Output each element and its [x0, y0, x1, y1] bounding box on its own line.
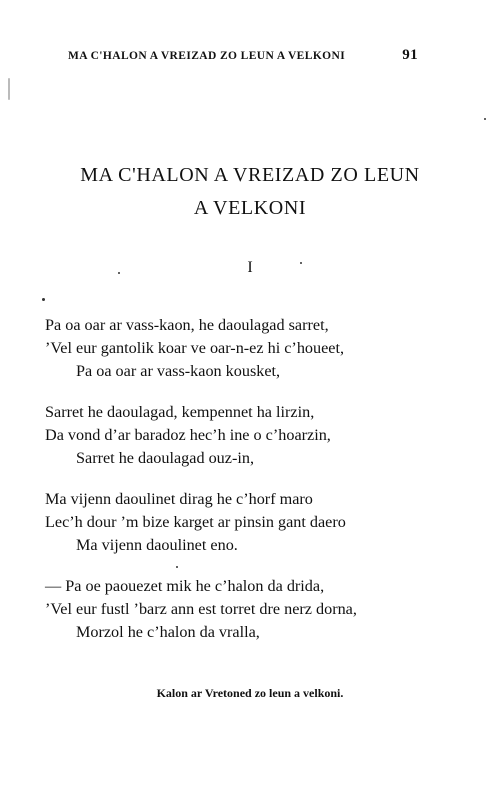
verse-line-refrain: Sarret he daoulagad ouz-in,: [76, 449, 254, 467]
scan-speck: [118, 272, 120, 274]
verse-line-refrain: Pa oa oar ar vass-kaon kousket,: [76, 362, 281, 380]
poem-body: [45, 314, 357, 662]
scan-speck: [8, 78, 10, 100]
verse-line: Sarret he daoulagad, kempennet ha lirzin,: [45, 403, 315, 421]
page-number: 91: [402, 47, 418, 63]
verse-line: — Pa oe paouezet mik he c’halon da drida,: [45, 577, 325, 595]
stanza: [45, 314, 357, 383]
scan-speck: [176, 566, 178, 568]
verse-line-refrain: Ma vijenn daoulinet eno.: [76, 536, 238, 554]
verse-line: Lec’h dour ’m bize karget ar pinsin gant daero: [45, 513, 346, 531]
scan-speck: [42, 298, 45, 301]
section-number: I: [247, 259, 253, 276]
verse-line: ’Vel eur gantolik koar ve oar-n-ez hi c’houeet,: [45, 339, 345, 357]
scan-speck: [300, 262, 302, 264]
poem-title-line-1: MA C'HALON A VREIZAD ZO LEUN: [80, 164, 420, 186]
poem-title-line-2: A VELKONI: [193, 197, 307, 219]
verse-line: ’Vel eur fustl ’barz ann est torret dre nerz dorna,: [45, 600, 357, 618]
verse-line: Pa oa oar ar vass-kaon, he daoulagad sarret,: [45, 316, 329, 334]
verse-line: Ma vijenn daoulinet dirag he c’horf maro: [45, 490, 313, 508]
stanza: [45, 401, 357, 470]
scan-speck: [484, 118, 486, 120]
stanza: [45, 488, 357, 557]
running-title: MA C'HALON A VREIZAD ZO LEUN A VELKONI: [68, 50, 346, 62]
footnote: Kalon ar Vretoned zo leun a velkoni.: [156, 686, 344, 700]
stanza: [45, 575, 357, 644]
verse-line: Da vond d’ar baradoz hec’h ine o c’hoarzin,: [45, 426, 331, 444]
verse-line-refrain: Morzol he c’halon da vralla,: [76, 623, 260, 641]
